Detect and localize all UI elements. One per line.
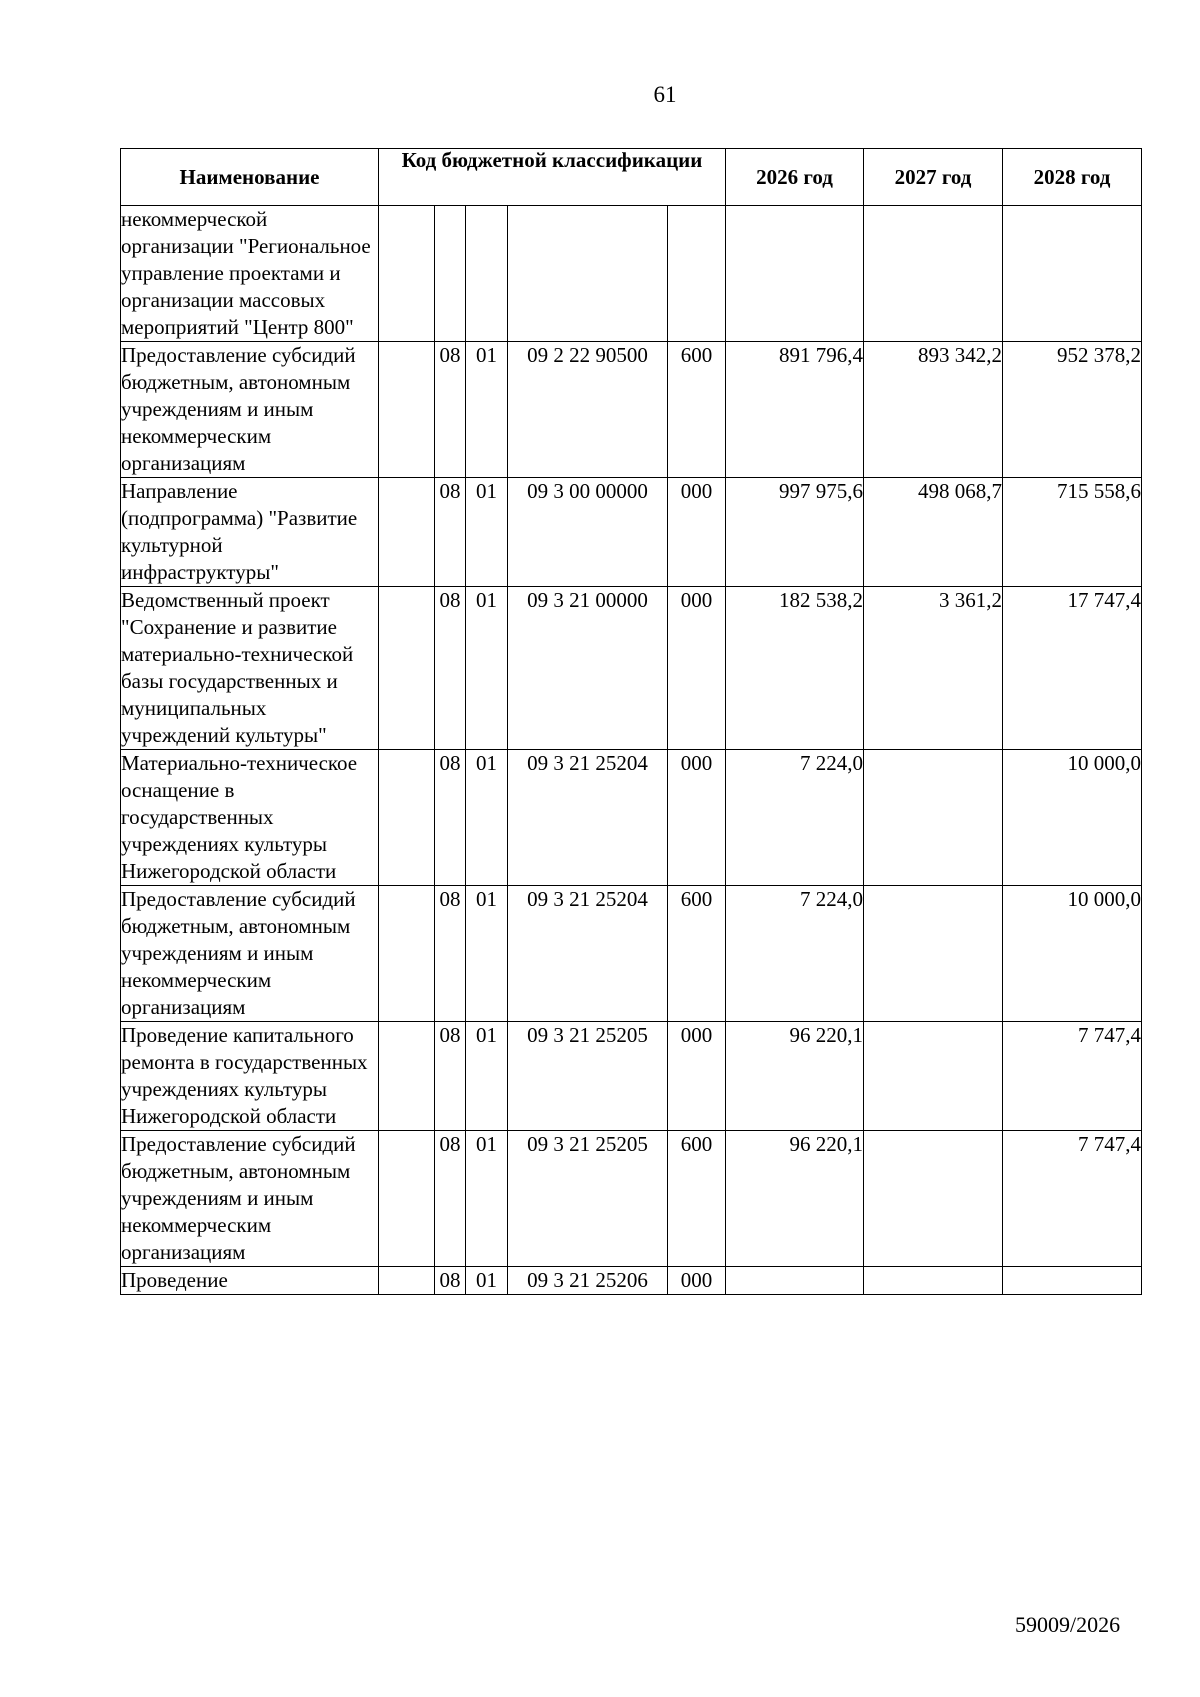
table-header-row	[121, 149, 1142, 206]
row-name: Направление (подпрограмма) "Развитие культурной инфраструктуры"	[121, 478, 379, 587]
table-row	[121, 1131, 1142, 1267]
row-name: Предоставление субсидий бюджетным, автономным учреждениям и иным некоммерческим организациям	[121, 1131, 379, 1267]
code-part-1	[379, 1267, 435, 1295]
code-part-1	[379, 1022, 435, 1131]
code-part-5: 600	[668, 886, 726, 1022]
code-part-3	[466, 206, 508, 342]
code-part-2: 08	[435, 1131, 466, 1267]
code-part-1	[379, 342, 435, 478]
value-2026: 182 538,2	[726, 587, 864, 750]
value-2027	[864, 1022, 1003, 1131]
code-part-3: 01	[466, 1131, 508, 1267]
table-row	[121, 750, 1142, 886]
table-row	[121, 587, 1142, 750]
code-part-5	[668, 206, 726, 342]
code-part-2: 08	[435, 1022, 466, 1131]
row-name: Проведение капитального ремонта в государственных учреждениях культуры Нижегородской области	[121, 1022, 379, 1131]
code-part-2: 08	[435, 587, 466, 750]
value-2026: 997 975,6	[726, 478, 864, 587]
value-2028	[1003, 206, 1142, 342]
code-part-4: 09 3 21 00000	[508, 587, 668, 750]
code-part-2: 08	[435, 750, 466, 886]
value-2028: 952 378,2	[1003, 342, 1142, 478]
value-2026: 891 796,4	[726, 342, 864, 478]
value-2026: 7 224,0	[726, 750, 864, 886]
code-part-4: 09 3 21 25204	[508, 886, 668, 1022]
code-part-1	[379, 750, 435, 886]
code-part-3: 01	[466, 342, 508, 478]
code-part-3: 01	[466, 886, 508, 1022]
table-row	[121, 478, 1142, 587]
code-part-5: 000	[668, 1267, 726, 1295]
code-part-5: 000	[668, 587, 726, 750]
value-2026	[726, 206, 864, 342]
row-name: некоммерческой организации "Региональное управление проектами и организации массовых мероприятий "Центр 800"	[121, 206, 379, 342]
header-2026: 2026 год	[726, 149, 864, 206]
code-part-3: 01	[466, 1267, 508, 1295]
header-budget-code: Код бюджетной классификации	[379, 149, 726, 206]
value-2027	[864, 750, 1003, 886]
code-part-4: 09 3 21 25204	[508, 750, 668, 886]
table-row	[121, 886, 1142, 1022]
code-part-1	[379, 587, 435, 750]
value-2028: 10 000,0	[1003, 750, 1142, 886]
code-part-3: 01	[466, 587, 508, 750]
row-name: Предоставление субсидий бюджетным, автономным учреждениям и иным некоммерческим организациям	[121, 886, 379, 1022]
code-part-5: 000	[668, 750, 726, 886]
code-part-4: 09 2 22 90500	[508, 342, 668, 478]
budget-table	[120, 148, 1142, 1295]
value-2026: 96 220,1	[726, 1022, 864, 1131]
code-part-5: 000	[668, 1022, 726, 1131]
code-part-3: 01	[466, 478, 508, 587]
code-part-1	[379, 1131, 435, 1267]
page-number: 61	[653, 82, 677, 107]
value-2027	[864, 1131, 1003, 1267]
code-part-4: 09 3 21 25205	[508, 1131, 668, 1267]
code-part-4	[508, 206, 668, 342]
value-2027: 498 068,7	[864, 478, 1003, 587]
document-number: 59009/2026	[1015, 1612, 1121, 1637]
code-part-4: 09 3 00 00000	[508, 478, 668, 587]
row-name: Проведение	[121, 1267, 379, 1295]
row-name: Предоставление субсидий бюджетным, автономным учреждениям и иным некоммерческим организациям	[121, 342, 379, 478]
value-2028: 10 000,0	[1003, 886, 1142, 1022]
value-2026: 7 224,0	[726, 886, 864, 1022]
value-2027: 893 342,2	[864, 342, 1003, 478]
value-2028: 7 747,4	[1003, 1022, 1142, 1131]
header-name: Наименование	[121, 149, 379, 206]
header-2027: 2027 год	[864, 149, 1003, 206]
code-part-4: 09 3 21 25205	[508, 1022, 668, 1131]
table-row	[121, 206, 1142, 342]
value-2027	[864, 1267, 1003, 1295]
row-name: Ведомственный проект "Сохранение и развитие материально-технической базы государственных и муниципальных учреждений культуры"	[121, 587, 379, 750]
code-part-2: 08	[435, 886, 466, 1022]
row-name: Материально-техническое оснащение в государственных учреждениях культуры Нижегородской области	[121, 750, 379, 886]
table-row	[121, 342, 1142, 478]
value-2026	[726, 1267, 864, 1295]
value-2027	[864, 886, 1003, 1022]
value-2027	[864, 206, 1003, 342]
code-part-5: 600	[668, 1131, 726, 1267]
code-part-3: 01	[466, 750, 508, 886]
value-2028	[1003, 1267, 1142, 1295]
value-2028: 7 747,4	[1003, 1131, 1142, 1267]
code-part-1	[379, 206, 435, 342]
value-2028: 17 747,4	[1003, 587, 1142, 750]
code-part-1	[379, 886, 435, 1022]
table-row	[121, 1022, 1142, 1131]
value-2028: 715 558,6	[1003, 478, 1142, 587]
code-part-5: 000	[668, 478, 726, 587]
value-2026: 96 220,1	[726, 1131, 864, 1267]
header-2028: 2028 год	[1003, 149, 1142, 206]
code-part-1	[379, 478, 435, 587]
code-part-3: 01	[466, 1022, 508, 1131]
table-row	[121, 1267, 1142, 1295]
code-part-2	[435, 206, 466, 342]
code-part-2: 08	[435, 342, 466, 478]
code-part-4: 09 3 21 25206	[508, 1267, 668, 1295]
code-part-2: 08	[435, 1267, 466, 1295]
value-2027: 3 361,2	[864, 587, 1003, 750]
code-part-5: 600	[668, 342, 726, 478]
code-part-2: 08	[435, 478, 466, 587]
